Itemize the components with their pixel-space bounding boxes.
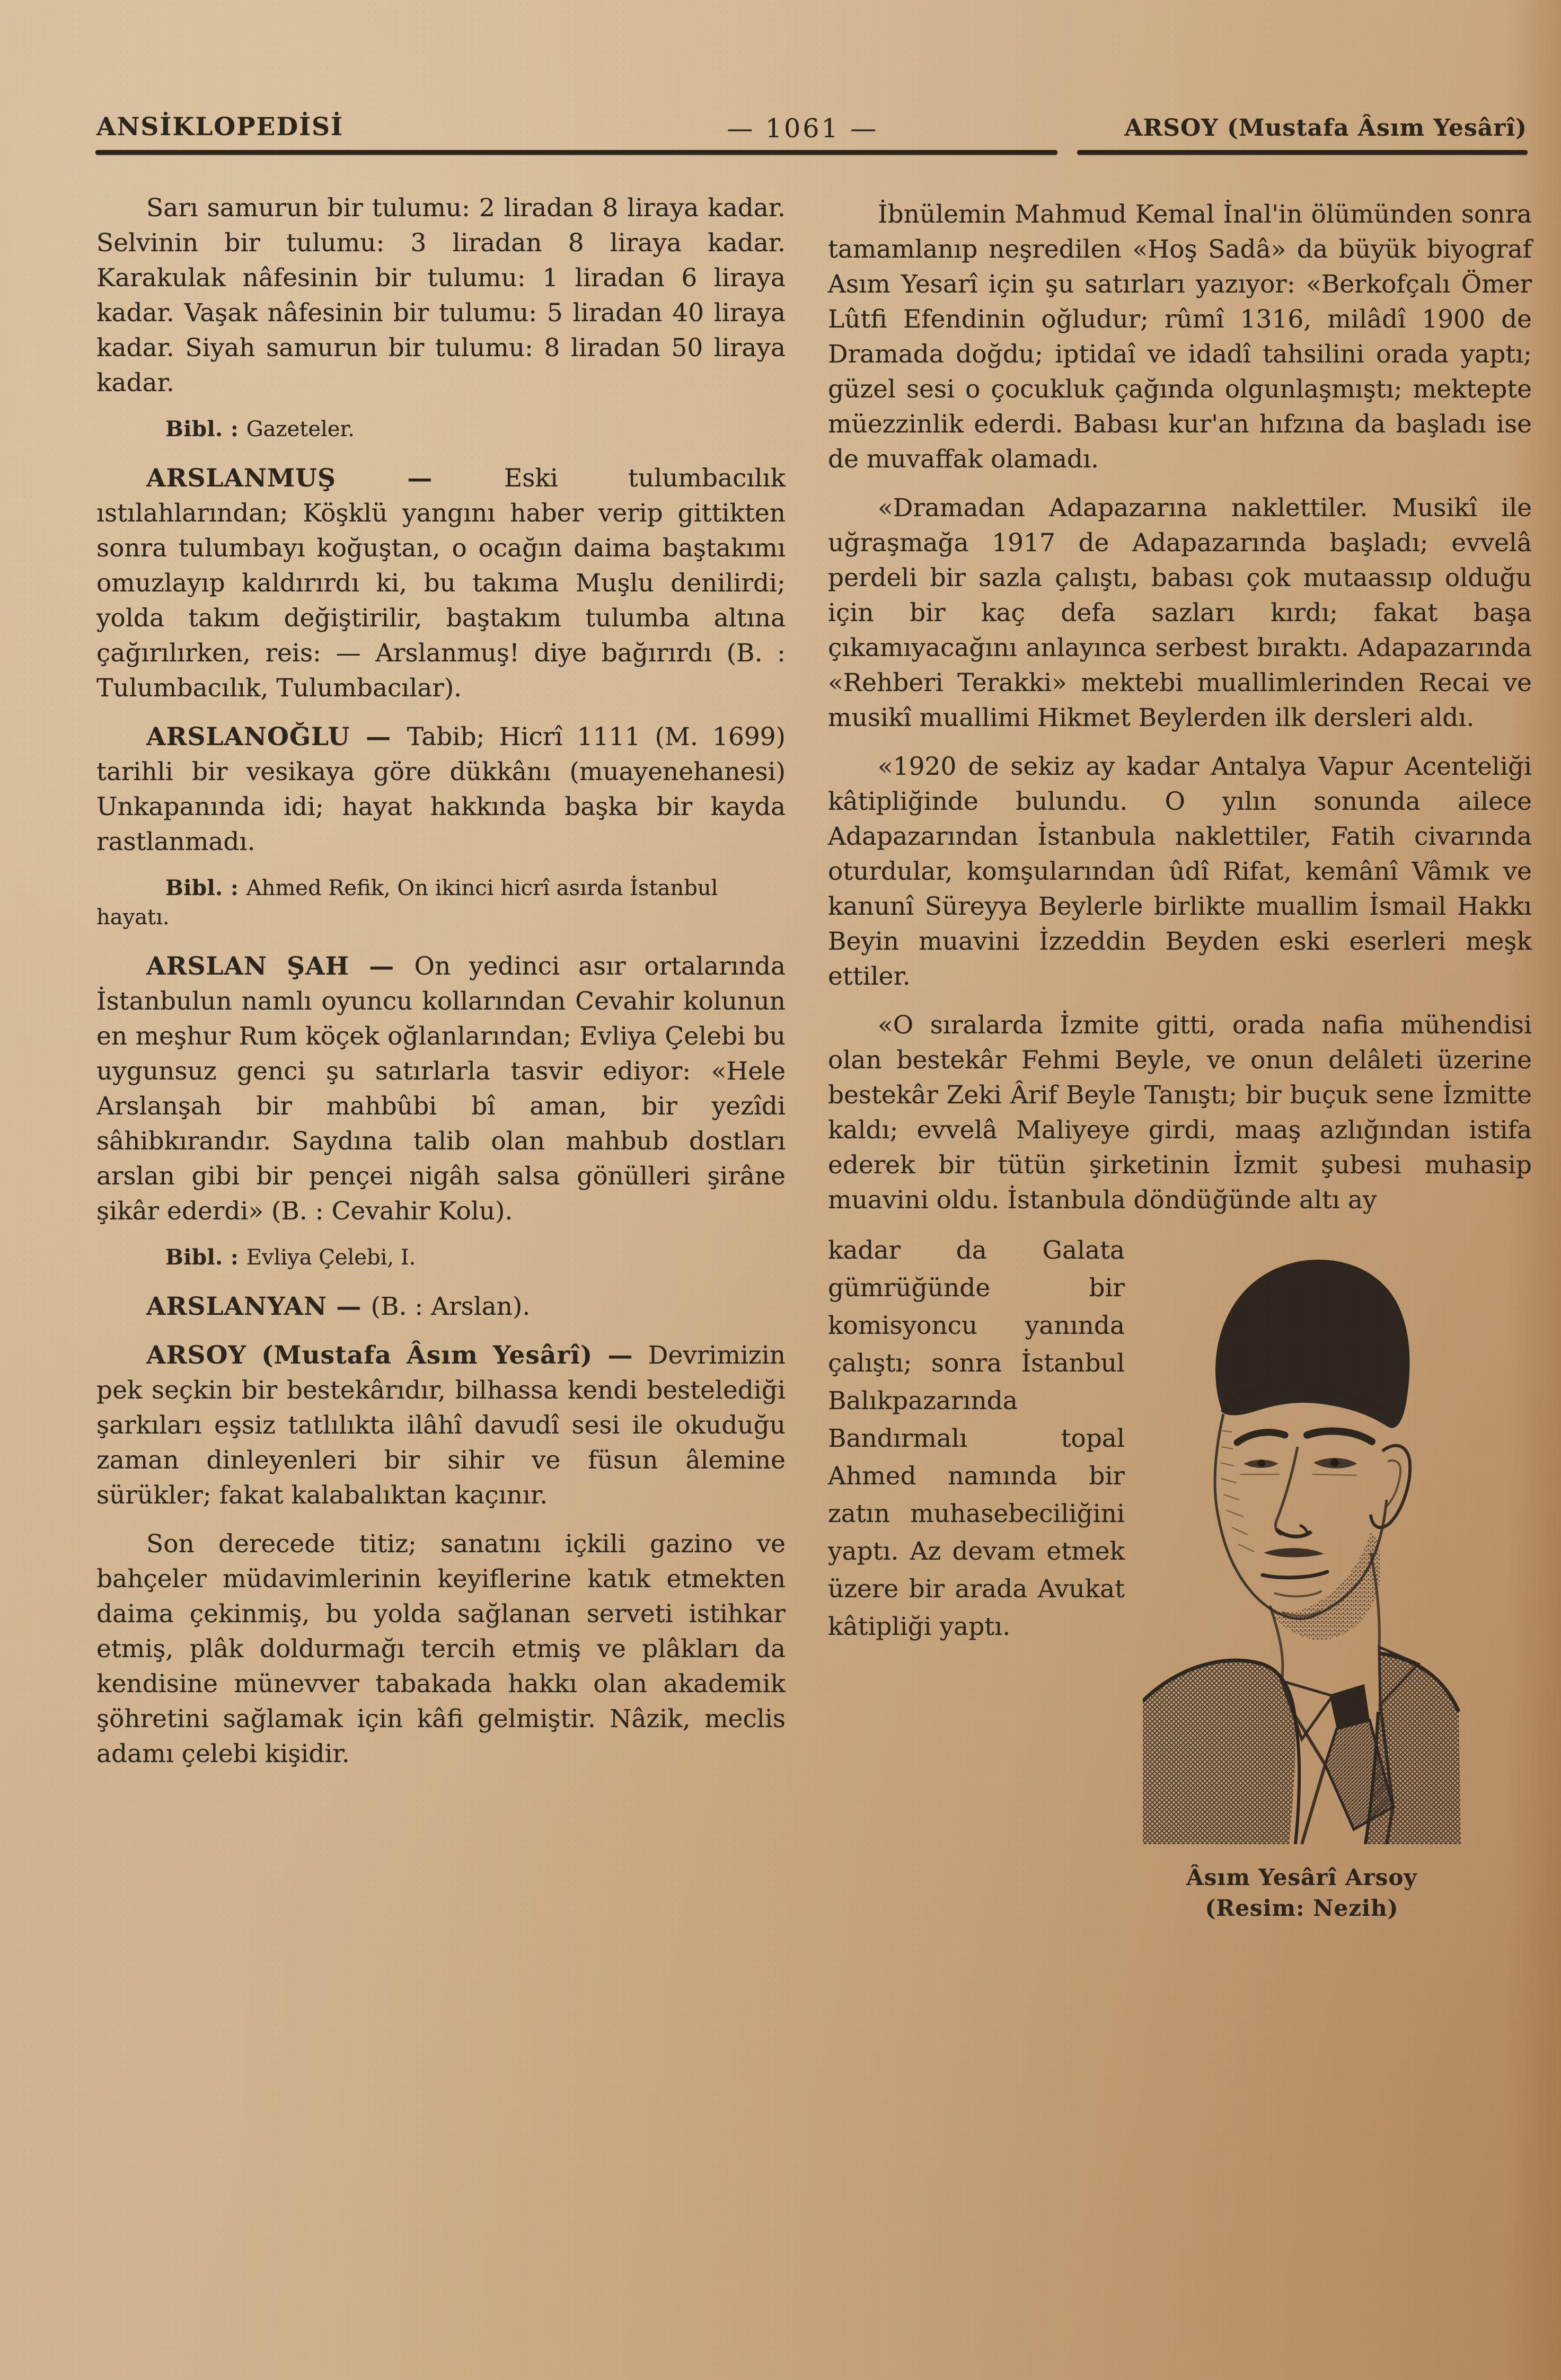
portrait-engraving-icon [1143, 1235, 1461, 1844]
left-col-paragraph-7: ARSLANYAN — (B. : Arslan). [146, 1292, 531, 1321]
header-entry-range: ARSOY (Mustafa Âsım Yesârî) [1124, 114, 1527, 141]
left-col-paragraph-3: ARSLANOĞLU — Tabib; Hicrî 1111 (M. 1699) tarihli bir vesikaya göre dükkânı (muayenehanesi) Unkapanında idi; hayat hakkında başka bir kayda rastlanmadı. [96, 722, 786, 856]
header-divider-rule-right [1077, 150, 1528, 155]
left-col-paragraph-2: ARSLANMUŞ — Eski tulumbacılık ıstılahlarından; Köşklü yangını haber verip gittikten sonra tulumbayı koğuştan, o ocağın daima baştakımı omuzlayıp kaldırırdı ki, bu takıma Muşlu denilirdi; yolda takım değiştirilir, baştakım tulumba altına çağırılırken, reis: — Arslanmuş! diye bağırırdı (B. : Tulumbacılık, Tulumbacılar). [96, 464, 786, 703]
header-publication-title: ANSİKLOPEDİSİ [96, 112, 344, 141]
narrow-continuation-text: kadar da Galata gümrüğünde bir komisyoncu yanında çalıştı; sonra İstanbul Balıkpazarında Bandırmalı topal Ahmed namında bir zatın muhasebeciliğini yaptı. Az devam etmek üzere bir arada Avukat kâtipliği yaptı. [828, 1236, 1125, 1641]
right-col-paragraph-2: «1920 de sekiz ay kadar Antalya Vapur Acenteliği kâtipliğinde bulundu. O yılın sonunda ailece Adapazarından İstanbula naklettiler, Fatih civarında oturdular, komşularından ûdî Rifat, kemânî Vâmık ve kanunî Süreyya Beylerle birlikte muallim İsmail Hakkı Beyin muavini İzzeddin Beyden eski eserleri meşk ettiler. [828, 752, 1532, 991]
left-col-paragraph-5: ARSLAN ŞAH — On yedinci asır ortalarında İstanbulun namlı oyuncu kollarından Cevahir kolunun en meşhur Rum köçek oğlanlarından; Evliya Çelebi bu uygunsuz genci şu satırlarla tasvir ediyor: «Hele Arslanşah bir mahbûbi bî aman, bir yezîdi sâhibkırandır. Saydına talib olan mahbub dostları arslan gibi bir pençei nigâh salsa gönülleri şirâne şikâr ederdi» (B. : Cevahir Kolu). [96, 952, 786, 1226]
entry-headword: ARSLANYAN — [146, 1292, 371, 1321]
entry-headword: ARSLANMUŞ — [146, 464, 504, 493]
left-col-paragraph-0: Sarı samurun bir tulumu: 2 liradan 8 liraya kadar. Selvinin bir tulumu: 3 liradan 8 liraya kadar. Karakulak nâfesinin bir tulumu: 1 liradan 6 liraya kadar. Vaşak nâfesinin bir tulumu: 5 liradan 40 liraya kadar. Siyah samurun bir tulumu: 8 liradan 50 liraya kadar. [96, 193, 786, 397]
entry-headword: ARSOY (Mustafa Âsım Yesârî) — [146, 1341, 648, 1370]
left-col-paragraph-8: ARSOY (Mustafa Âsım Yesârî) — Devrimizin pek seçkin bir bestekârıdır, bilhassa kendi bestelediği şarkıları eşsiz tatlılıkta ilâhî davudî sesi ile okuduğu zaman dinleyenleri bir sihir ve füsun âlemine sürükler; fakat kalabalıktan kaçınır. [96, 1341, 786, 1510]
left-col-bibl-6: Bibl. : Evliya Çelebi, I. [165, 1245, 416, 1270]
entry-headword: ARSLAN ŞAH — [146, 952, 414, 981]
text-and-figure-row [828, 1232, 1532, 1924]
figure-caption [1143, 1862, 1461, 1924]
header-divider-rule-left [95, 150, 1057, 155]
right-column-paragraphs [828, 197, 1532, 1218]
entry-headword: ARSLANOĞLU — [146, 722, 407, 751]
left-column-text [96, 191, 786, 1785]
figure-caption-name: Âsım Yesârî Arsoy [1186, 1864, 1417, 1890]
page-header [96, 112, 1527, 149]
bibliography-label: Bibl. : [165, 417, 246, 441]
right-col-paragraph-3: «O sıralarda İzmite gitti, orada nafia mühendisi olan bestekâr Fehmi Beyle, ve onun delâleti üzerine bestekâr Zeki Ârif Beyle Tanıştı; bir buçuk sene İzmitte kaldı; evvelâ Maliyeye girdi, maaş azlığından istifa ederek bir tütün şirketinin İzmit şubesi muhasip muavini oldu. İstanbula döndüğünde altı ay [828, 1011, 1532, 1215]
bibliography-label: Bibl. : [165, 875, 246, 900]
right-col-paragraph-1: «Dramadan Adapazarına naklettiler. Musikî ile uğraşmağa 1917 de Adapazarında başladı; evvelâ perdeli bir sazla çalıştı, babası çok mutaassıp olduğu için bir kaç defa sazları kırdı; fakat başa çıkamıyacağını anlayınca serbest bıraktı. Adapazarında «Rehberi Terakki» mektebi muallimlerinden Recai ve musikî muallimi Hikmet Beylerden ilk dersleri aldı. [828, 493, 1532, 732]
figure-caption-credit: (Resim: Nezih) [1205, 1895, 1399, 1921]
right-col-paragraph-0: İbnülemin Mahmud Kemal İnal'in ölümünden sonra tamamlanıp neşredilen «Hoş Sadâ» da büyük biyograf Asım Yesarî için şu satırları yazıyor: «Berkofçalı Ömer Lûtfi Efendinin oğludur; rûmî 1316, milâdî 1900 de Dramada doğdu; iptidaî ve idadî tahsilini orada yaptı; güzel sesi o çocukluk çağında olgunlaşmıştı; mektepte müezzinlik ederdi. Babası kur'an hıfzına da başladı ise de muvaffak olamadı. [828, 200, 1532, 474]
left-col-bibl-4: Bibl. : Ahmed Refik, On ikinci hicrî asırda İstanbul hayatı. [96, 875, 718, 930]
left-col-paragraph-9: Son derecede titiz; sanatını içkili gazino ve bahçeler müdavimlerinin keyiflerine katık etmekten daima çekinmiş, bu yolda sağlanan serveti istihkar etmiş, plâk doldurmağı tercih etmiş ve plâkları da kendisine münevver tabakada hakkı olan akademik şöhretini sağlamak için kâfi gelmiştir. Nâzik, meclis adamı çelebi kişidir. [96, 1529, 786, 1768]
header-page-number: — 1061 — [727, 113, 879, 144]
portrait-figure [1143, 1235, 1461, 1924]
right-column-text [828, 197, 1532, 1924]
bibliography-label: Bibl. : [165, 1245, 246, 1270]
left-col-bibl-1: Bibl. : Gazeteler. [165, 417, 355, 441]
